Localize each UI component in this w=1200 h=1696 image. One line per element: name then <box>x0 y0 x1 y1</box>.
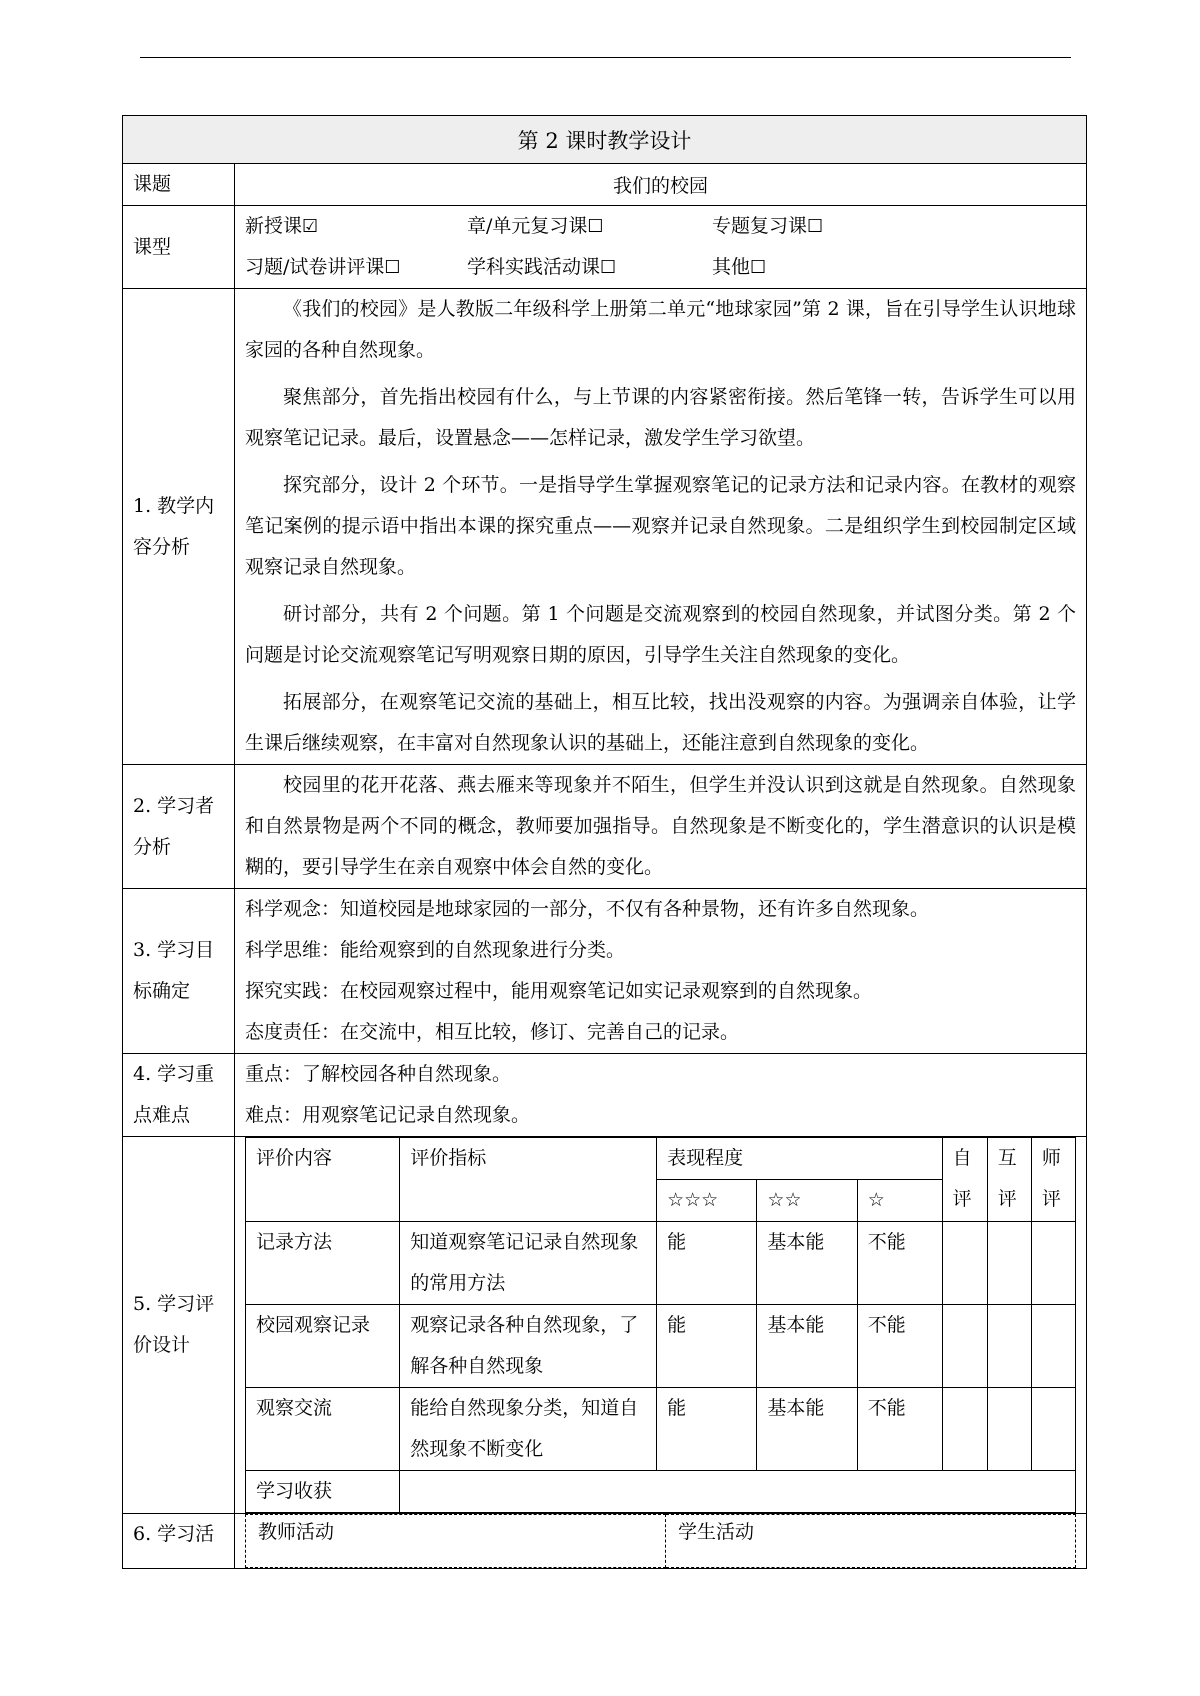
lesson-plan-table <box>122 115 1087 1569</box>
section1-label: 1. 教学内容分析 <box>123 289 235 765</box>
section2-label: 2. 学习者分析 <box>123 765 235 889</box>
option-unit-review[interactable]: 章/单元复习课☐ <box>467 215 604 237</box>
teacher-eval-cell[interactable] <box>1031 1388 1075 1471</box>
self-eval-cell[interactable] <box>942 1222 987 1305</box>
option-topic-review[interactable]: 专题复习课☐ <box>712 215 824 237</box>
option-new-lesson[interactable]: 新授课☑ <box>245 215 319 237</box>
lesson-type-options <box>245 206 1076 288</box>
paragraph: 拓展部分，在观察笔记交流的基础上，相互比较，找出没观察的内容。为强调亲自体验，让学生课后继续观察，在丰富对自然现象认识的基础上，还能注意到自然现象的变化。 <box>245 691 1076 754</box>
goal-line: 探究实践：在校园观察过程中，能用观察笔记如实记录观察到的自然现象。 <box>245 980 873 1002</box>
section6-label: 6. 学习活 <box>123 1514 235 1569</box>
evaluation-table <box>245 1137 1076 1513</box>
harvest-label: 学习收获 <box>246 1471 400 1513</box>
self-eval-cell[interactable] <box>942 1305 987 1388</box>
checked-box-icon: ☑ <box>302 216 319 237</box>
option-exercise-review[interactable]: 习题/试卷讲评课☐ <box>245 256 401 278</box>
self-eval-cell[interactable] <box>942 1388 987 1471</box>
section4-label: 4. 学习重点难点 <box>123 1054 235 1137</box>
paragraph: 校园里的花开花落、燕去雁来等现象并不陌生，但学生并没认识到这就是自然现象。自然现象和自然景物是两个不同的概念，教师要加强指导。自然现象是不断变化的，学生潜意识的认识是模糊的，要引导学生在亲自观察中体会自然的变化。 <box>245 774 1076 878</box>
teacher-eval-cell[interactable] <box>1031 1305 1075 1388</box>
checkbox-icon: ☐ <box>384 257 401 278</box>
section6-content <box>235 1514 1087 1569</box>
checkbox-icon: ☐ <box>600 257 617 278</box>
section4-content <box>235 1054 1087 1137</box>
header-two-stars: ☆☆ <box>757 1180 857 1222</box>
checkbox-icon: ☐ <box>750 257 767 278</box>
table-row: 记录方法 知道观察笔记记录自然现象的常用方法 能 基本能 不能 <box>246 1222 1076 1305</box>
key-point-line: 重点：了解校园各种自然现象。 <box>245 1063 512 1085</box>
table-title: 第 2 课时教学设计 <box>123 116 1087 164</box>
option-other[interactable]: 其他☐ <box>712 256 767 278</box>
header-content: 评价内容 <box>246 1138 400 1222</box>
goal-line: 科学思维：能给观察到的自然现象进行分类。 <box>245 939 626 961</box>
header-peer: 互评 <box>987 1138 1031 1222</box>
goal-line: 态度责任：在交流中，相互比较，修订、完善自己的记录。 <box>245 1021 740 1043</box>
header-one-star: ☆ <box>857 1180 942 1222</box>
header-teacher: 师评 <box>1031 1138 1075 1222</box>
section3-label: 3. 学习目标确定 <box>123 889 235 1054</box>
header-self: 自评 <box>942 1138 987 1222</box>
section3-content <box>235 889 1087 1054</box>
header-indicator: 评价指标 <box>400 1138 657 1222</box>
header-level: 表现程度 <box>657 1138 942 1180</box>
topic-value: 我们的校园 <box>235 164 1087 206</box>
table-row: 观察交流 能给自然现象分类，知道自然现象不断变化 能 基本能 不能 <box>246 1388 1076 1471</box>
section5-content <box>235 1137 1087 1514</box>
goal-line: 科学观念：知道校园是地球家园的一部分，不仅有各种景物，还有许多自然现象。 <box>245 898 930 920</box>
section2-content <box>235 765 1087 889</box>
teacher-eval-cell[interactable] <box>1031 1222 1075 1305</box>
paragraph: 研讨部分，共有 2 个问题。第 1 个问题是交流观察到的校园自然现象，并试图分类。第 2 个问题是讨论交流观察笔记写明观察日期的原因，引导学生关注自然现象的变化。 <box>245 603 1076 666</box>
peer-eval-cell[interactable] <box>987 1305 1031 1388</box>
header-three-stars: ☆☆☆ <box>657 1180 757 1222</box>
option-practice-activity[interactable]: 学科实践活动课☐ <box>467 256 617 278</box>
teacher-activity-header: 教师活动 <box>246 1515 666 1568</box>
checkbox-icon: ☐ <box>587 216 604 237</box>
checkbox-icon: ☐ <box>807 216 824 237</box>
activity-table <box>245 1514 1076 1568</box>
peer-eval-cell[interactable] <box>987 1222 1031 1305</box>
difficulty-line: 难点：用观察笔记记录自然现象。 <box>245 1104 531 1126</box>
table-row: 校园观察记录 观察记录各种自然现象，了解各种自然现象 能 基本能 不能 <box>246 1305 1076 1388</box>
lesson-type-label: 课型 <box>123 206 235 289</box>
page-header-rule <box>140 57 1071 58</box>
paragraph: 探究部分，设计 2 个环节。一是指导学生掌握观察笔记的记录方法和记录内容。在教材的观察笔记案例的提示语中指出本课的探究重点——观察并记录自然现象。二是组织学生到校园制定区域观察记录自然现象。 <box>245 474 1076 578</box>
harvest-field[interactable] <box>400 1471 1076 1513</box>
peer-eval-cell[interactable] <box>987 1388 1031 1471</box>
paragraph: 聚焦部分，首先指出校园有什么，与上节课的内容紧密衔接。然后笔锋一转，告诉学生可以用观察笔记记录。最后，设置悬念——怎样记录，激发学生学习欲望。 <box>245 386 1076 449</box>
section1-content <box>235 289 1087 765</box>
paragraph: 《我们的校园》是人教版二年级科学上册第二单元“地球家园”第 2 课，旨在引导学生认识地球家园的各种自然现象。 <box>245 298 1076 361</box>
student-activity-header: 学生活动 <box>666 1515 1076 1568</box>
section5-label: 5. 学习评价设计 <box>123 1137 235 1514</box>
topic-label: 课题 <box>123 164 235 206</box>
